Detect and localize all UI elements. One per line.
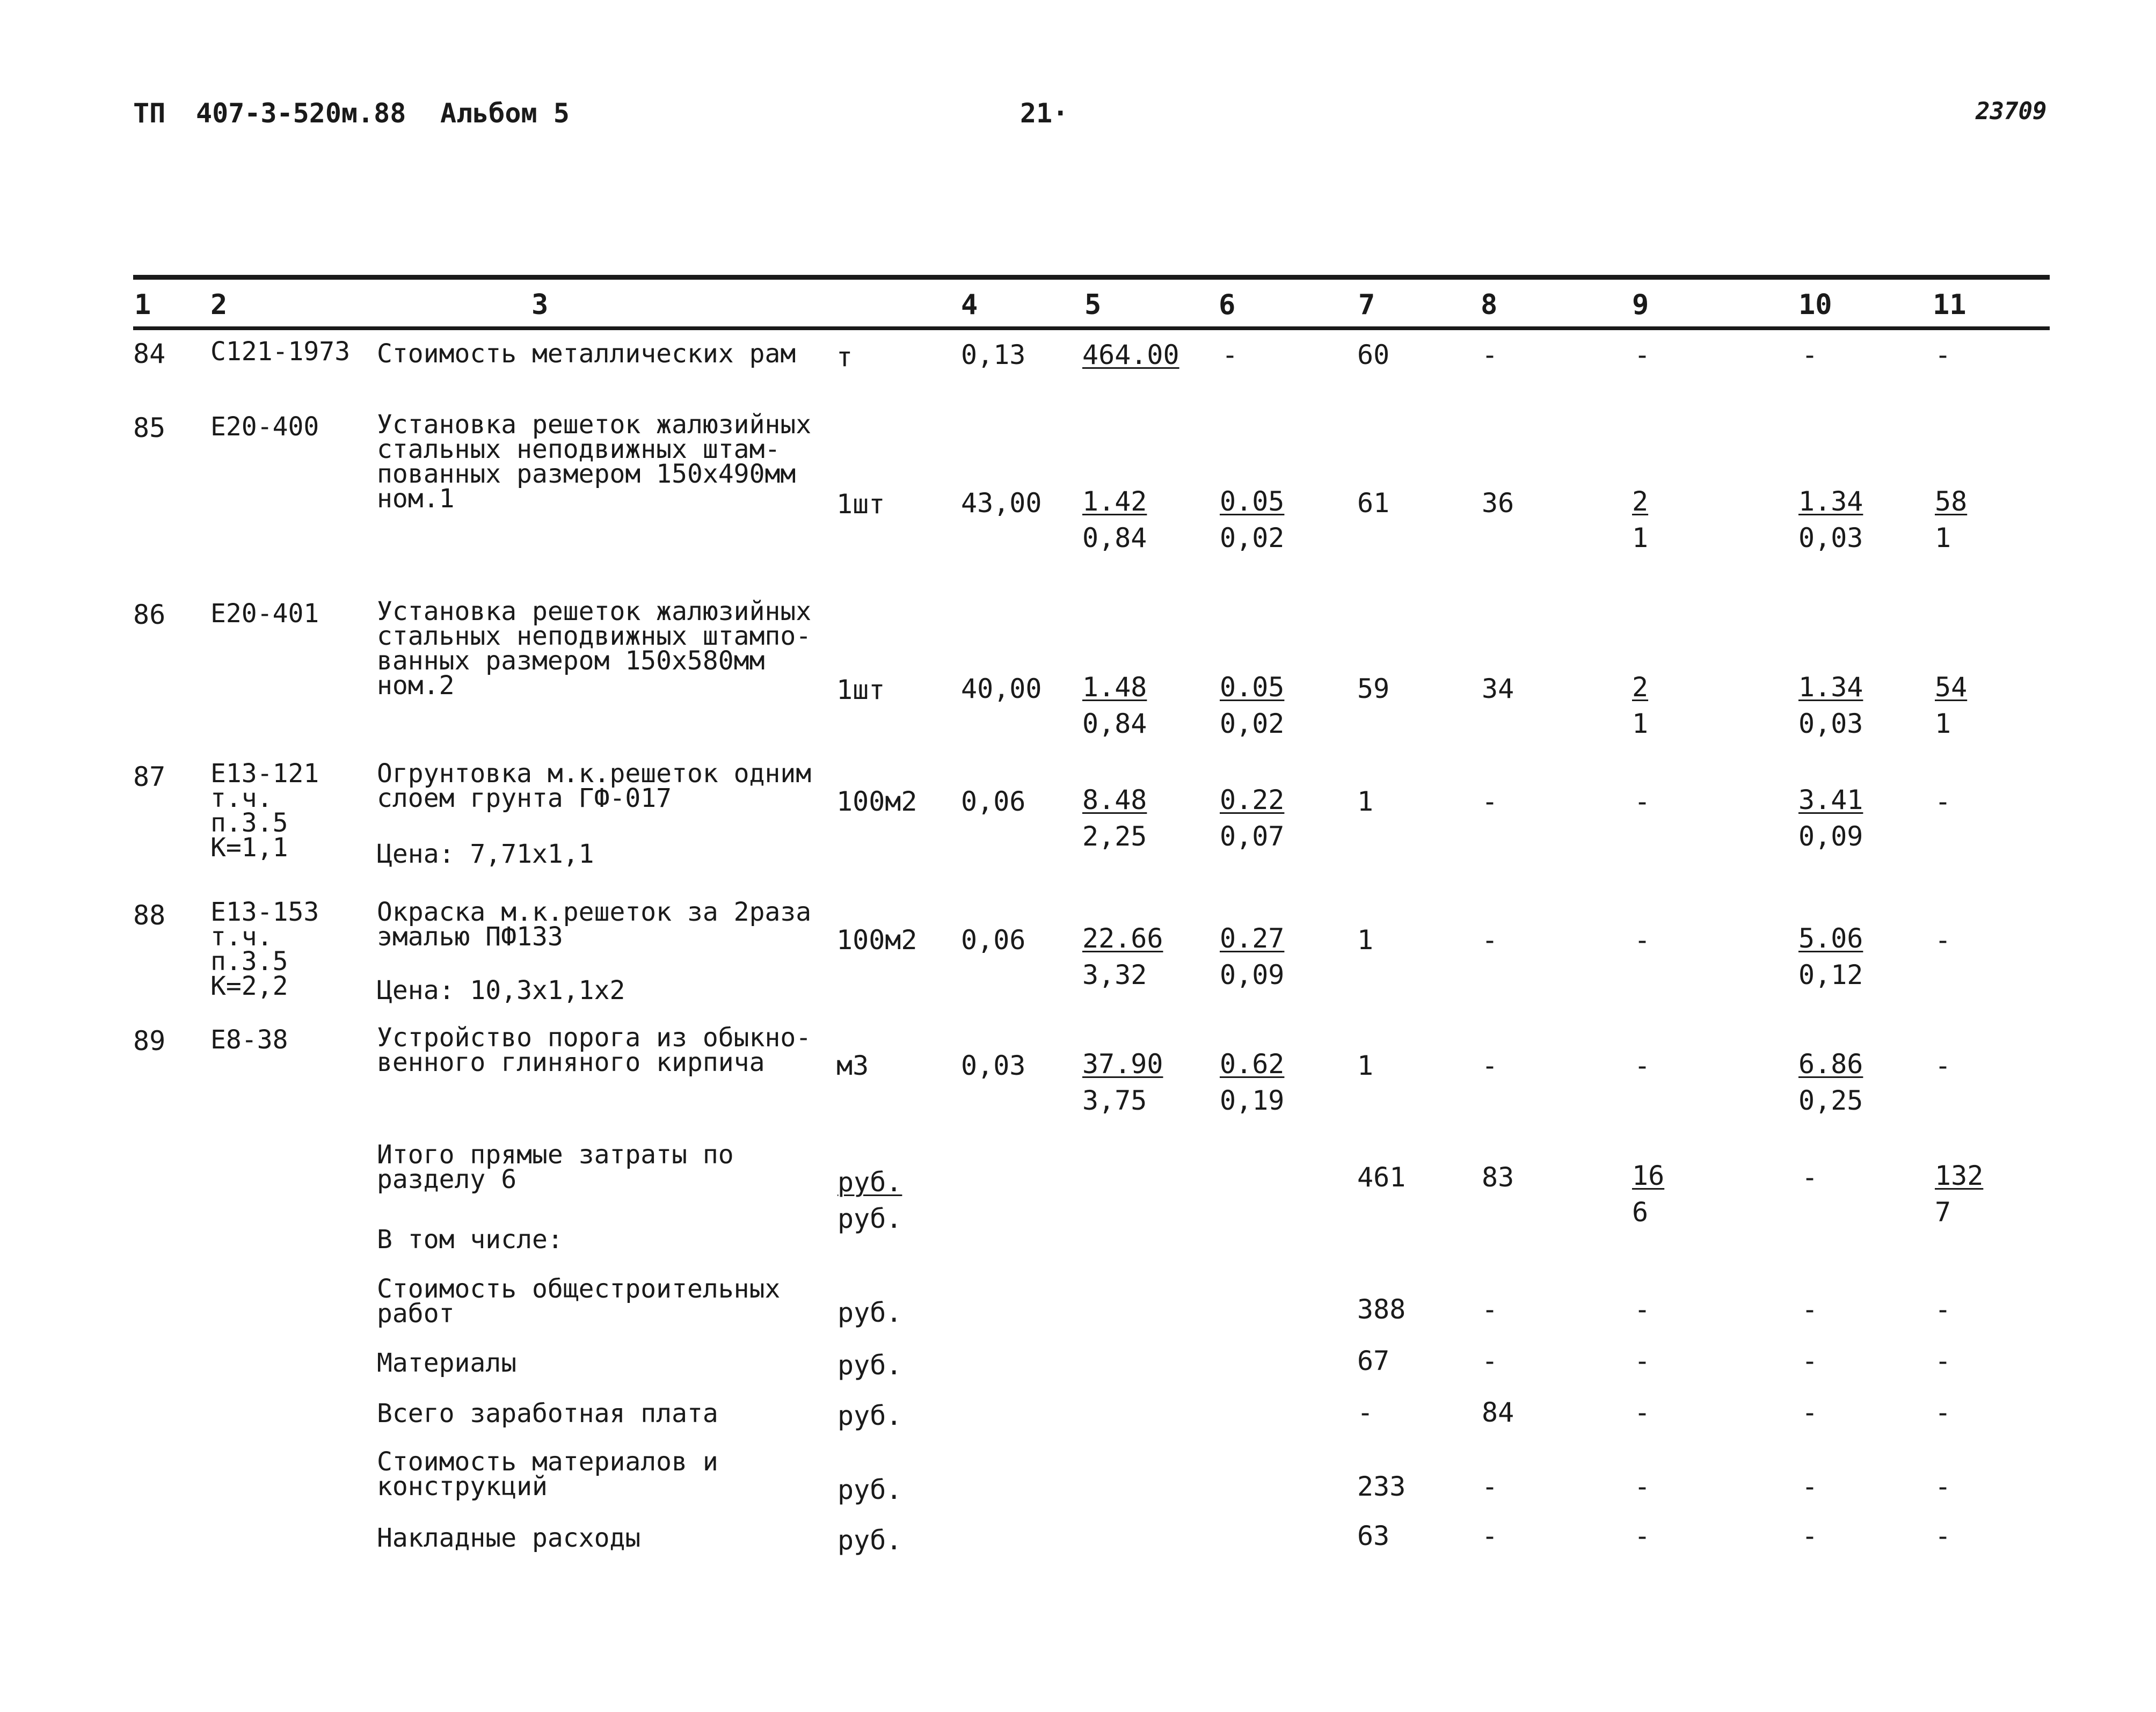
breakdown-col9: - bbox=[1634, 1345, 1651, 1376]
table-top-rule bbox=[133, 275, 2050, 280]
price-note: Цена: 7,71х1,1 bbox=[377, 839, 594, 869]
breakdown-col8: - bbox=[1482, 1294, 1498, 1325]
sheet-code: 23709 bbox=[1976, 98, 2047, 125]
col8-value: 34 bbox=[1482, 673, 1514, 704]
work-description: Стоимость металлических рам bbox=[377, 339, 796, 369]
unit: 100м2 bbox=[836, 924, 917, 956]
breakdown-col7: 388 bbox=[1357, 1294, 1406, 1325]
row-number: 88 bbox=[133, 900, 166, 931]
col6-value: 0.22 0,07 bbox=[1220, 784, 1285, 852]
col8-value: - bbox=[1482, 786, 1498, 817]
unit-cost: 1.42 0,84 bbox=[1082, 486, 1147, 553]
col9-value: 2 1 bbox=[1632, 672, 1649, 739]
breakdown-unit: руб. bbox=[837, 1297, 902, 1328]
totals-col9: 16 6 bbox=[1632, 1160, 1665, 1228]
col10-value: 3.41 0,09 bbox=[1798, 784, 1863, 852]
column-number-5: 5 bbox=[1084, 289, 1102, 321]
unit: т bbox=[836, 341, 853, 373]
unit-cost: 37.90 3,75 bbox=[1082, 1048, 1163, 1116]
breakdown-label: Стоимость общестроительных работ bbox=[377, 1274, 781, 1329]
totals-unit: руб. руб. bbox=[837, 1167, 902, 1234]
table-header-rule bbox=[133, 326, 2050, 330]
breakdown-unit: руб. bbox=[837, 1525, 902, 1556]
rate-code: С121-1973 bbox=[210, 337, 351, 367]
col6-value: 0.05 0,02 bbox=[1220, 486, 1285, 553]
column-number-8: 8 bbox=[1481, 289, 1498, 321]
breakdown-col10: - bbox=[1802, 1397, 1818, 1428]
breakdown-unit: руб. bbox=[837, 1400, 902, 1431]
quantity: 43,00 bbox=[961, 487, 1042, 519]
breakdown-col11: - bbox=[1935, 1397, 1951, 1428]
breakdown-col8: 84 bbox=[1482, 1397, 1514, 1428]
breakdown-col10: - bbox=[1802, 1520, 1818, 1551]
breakdown-label: Стоимость материалов и конструкций bbox=[377, 1447, 718, 1502]
breakdown-col8: - bbox=[1482, 1520, 1498, 1551]
row-number: 84 bbox=[133, 338, 166, 369]
col11-value: - bbox=[1935, 786, 1951, 817]
page-number: 21· bbox=[1020, 98, 1069, 129]
breakdown-col9: - bbox=[1634, 1520, 1651, 1551]
col11-value: - bbox=[1935, 339, 1951, 370]
row-number: 87 bbox=[133, 761, 166, 792]
col8-value: 36 bbox=[1482, 487, 1514, 519]
breakdown-unit: руб. bbox=[837, 1474, 902, 1505]
column-number-2: 2 bbox=[210, 289, 228, 321]
breakdown-col10: - bbox=[1802, 1294, 1818, 1325]
album-label: Альбом 5 bbox=[440, 98, 570, 129]
total-cost: 59 bbox=[1357, 673, 1390, 704]
column-number-7: 7 bbox=[1358, 289, 1375, 321]
col10-value: - bbox=[1802, 339, 1818, 370]
column-number-9: 9 bbox=[1632, 289, 1649, 321]
row-number: 85 bbox=[133, 412, 166, 443]
column-number-11: 11 bbox=[1933, 289, 1966, 321]
column-number-3: 3 bbox=[531, 289, 549, 321]
row-number: 86 bbox=[133, 599, 166, 630]
breakdown-col8: - bbox=[1482, 1471, 1498, 1502]
quantity: 0,06 bbox=[961, 786, 1026, 817]
quantity: 0,13 bbox=[961, 339, 1026, 370]
unit-cost: 22.66 3,32 bbox=[1082, 923, 1163, 990]
totals-col7: 461 bbox=[1357, 1162, 1406, 1193]
col11-value: 58 1 bbox=[1935, 486, 1968, 553]
unit-cost: 8.48 2,25 bbox=[1082, 784, 1147, 852]
total-cost: 61 bbox=[1357, 487, 1390, 519]
breakdown-col11: - bbox=[1935, 1294, 1951, 1325]
col10-value: 6.86 0,25 bbox=[1798, 1048, 1863, 1116]
breakdown-col7: - bbox=[1357, 1397, 1374, 1428]
rate-code: Е20-400 bbox=[210, 412, 319, 442]
col6-value: 0.27 0,09 bbox=[1220, 923, 1285, 990]
breakdown-col7: 233 bbox=[1357, 1471, 1406, 1502]
quantity: 40,00 bbox=[961, 673, 1042, 704]
totals-col11: 132 7 bbox=[1935, 1160, 1984, 1228]
price-note: Цена: 10,3х1,1х2 bbox=[377, 975, 625, 1006]
breakdown-col7: 67 bbox=[1357, 1345, 1390, 1376]
col10-value: 1.34 0,03 bbox=[1798, 672, 1863, 739]
rate-code: Е13-121 т.ч. п.3.5 К=1,1 bbox=[210, 759, 319, 863]
breakdown-col10: - bbox=[1802, 1345, 1818, 1376]
breakdown-col9: - bbox=[1634, 1471, 1651, 1502]
total-cost: 1 bbox=[1357, 786, 1374, 817]
breakdown-col11: - bbox=[1935, 1345, 1951, 1376]
breakdown-col7: 63 bbox=[1357, 1520, 1390, 1551]
work-description: Устройство порога из обыкно- венного глиняного кирпича bbox=[377, 1023, 812, 1077]
col10-value: 5.06 0,12 bbox=[1798, 923, 1863, 990]
col9-value: 2 1 bbox=[1632, 486, 1649, 553]
col6-value: 0.05 0,02 bbox=[1220, 672, 1285, 739]
row-number: 89 bbox=[133, 1025, 166, 1057]
totals-col10: - bbox=[1802, 1162, 1818, 1193]
unit: 100м2 bbox=[836, 786, 917, 817]
project-number: 407-3-520м.88 bbox=[196, 98, 406, 129]
unit: 1шт bbox=[836, 674, 885, 705]
rate-code: Е13-153 т.ч. п.3.5 К=2,2 bbox=[210, 897, 319, 1001]
totals-col8: 83 bbox=[1482, 1162, 1514, 1193]
breakdown-label: Материалы bbox=[377, 1348, 517, 1378]
col10-value: 1.34 0,03 bbox=[1798, 486, 1863, 553]
work-description: Огрунтовка м.к.решеток одним слоем грунта ГФ-017 bbox=[377, 759, 812, 813]
work-description: Установка решеток жалюзийных стальных неподвижных штампо- ванных размером 150х580мм ном.2 bbox=[377, 596, 812, 701]
col11-value: - bbox=[1935, 924, 1951, 956]
quantity: 0,03 bbox=[961, 1050, 1026, 1081]
col11-value: 54 1 bbox=[1935, 672, 1968, 739]
work-description: Окраска м.к.решеток за 2раза эмалью ПФ133 bbox=[377, 897, 812, 952]
col8-value: - bbox=[1482, 924, 1498, 956]
quantity: 0,06 bbox=[961, 924, 1026, 956]
total-cost: 1 bbox=[1357, 1050, 1374, 1081]
breakdown-col9: - bbox=[1634, 1294, 1651, 1325]
unit: 1шт bbox=[836, 489, 885, 520]
unit-cost: 464.00 bbox=[1082, 339, 1179, 370]
rate-code: Е8-38 bbox=[210, 1025, 288, 1055]
unit-cost: 1.48 0,84 bbox=[1082, 672, 1147, 739]
totals-label: Итого прямые затраты по разделу 6 bbox=[377, 1140, 734, 1194]
column-number-6: 6 bbox=[1219, 289, 1236, 321]
unit: м3 bbox=[836, 1050, 869, 1081]
col8-value: - bbox=[1482, 1050, 1498, 1081]
breakdown-col10: - bbox=[1802, 1471, 1818, 1502]
column-number-1: 1 bbox=[134, 289, 151, 321]
breakdown-label: Накладные расходы bbox=[377, 1523, 641, 1553]
col6-value: 0.62 0,19 bbox=[1220, 1048, 1285, 1116]
column-number-10: 10 bbox=[1798, 289, 1832, 321]
breakdown-col9: - bbox=[1634, 1397, 1651, 1428]
breakdown-col11: - bbox=[1935, 1520, 1951, 1551]
rate-code: Е20-401 bbox=[210, 599, 319, 629]
col6-value: - bbox=[1222, 339, 1239, 370]
total-cost: 60 bbox=[1357, 339, 1390, 370]
document-series: ТП bbox=[133, 98, 166, 129]
col11-value: - bbox=[1935, 1050, 1951, 1081]
col9-value: - bbox=[1634, 1050, 1651, 1081]
breakdown-col11: - bbox=[1935, 1471, 1951, 1502]
column-number-4: 4 bbox=[961, 289, 978, 321]
col9-value: - bbox=[1634, 924, 1651, 956]
col9-value: - bbox=[1634, 786, 1651, 817]
col8-value: - bbox=[1482, 339, 1498, 370]
total-cost: 1 bbox=[1357, 924, 1374, 956]
col9-value: - bbox=[1634, 339, 1651, 370]
breakdown-unit: руб. bbox=[837, 1350, 902, 1381]
work-description: Установка решеток жалюзийных стальных неподвижных штам- пованных размером 150х490мм ном.1 bbox=[377, 410, 812, 514]
breakdown-col8: - bbox=[1482, 1345, 1498, 1376]
including-label: В том числе: bbox=[377, 1225, 563, 1255]
breakdown-label: Всего заработная плата bbox=[377, 1398, 718, 1429]
